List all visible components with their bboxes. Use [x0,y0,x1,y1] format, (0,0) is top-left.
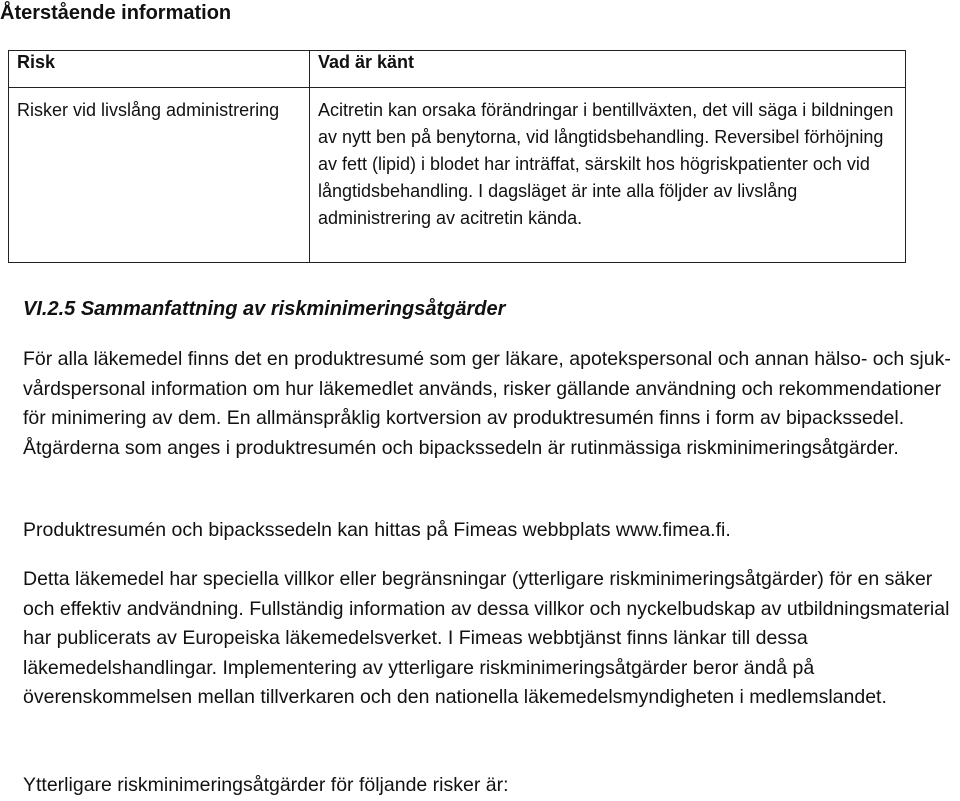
section-title: Återstående information [0,2,232,24]
known-cell: Acitretin kan orsaka förändringar i bentillväxten, det vill säga i bildningen av nytt ben på benytorna, vid långtidsbehandling. Reversibel förhöjning av fett (lipid) i blodet har inträffat, särskilt hos högriskpatienter och vid långtidsbehandling. I dagsläget är inte alla följder av livslång administrering av acitretin kända. [310,88,906,263]
header-known: Vad är känt [310,51,906,88]
risk-table [8,50,906,263]
table-header-row [9,51,906,88]
paragraph-special-conditions: Detta läkemedel har speciella villkor eller begränsningar (ytterligare riskminimeringsåtgärder) för en säker och effektiv andvändning. Fullständig information av dessa villkor och nyckelbudskap av utbildningsmaterial har publicerats av Europeiska läkemedelsverket. I Fimeas webbtjänst finns länkar till dessa läkemedelshandlingar. Implementering av ytterligare riskminimeringsåtgärder beror ändå på överenskommelsen mellan tillverkaren och den nationella läkemedelsmyndigheten i medlemslandet. [23,568,950,708]
header-risk: Risk [9,51,310,88]
paragraph-fimea-website: Produktresumén och bipackssedeln kan hittas på Fimeas webbplats www.fimea.fi. [23,519,731,541]
paragraph-additional-measures: Ytterligare riskminimeringsåtgärder för följande risker är: [23,774,509,796]
risk-cell: Risker vid livslång administrering [9,88,310,263]
table-row [9,88,906,263]
paragraph-product-summary: För alla läkemedel finns det en produktresumé som ger läkare, apotekspersonal och annan hälso- och sjuk- vårdspersonal information om hur läkemedlet används, risker gällande användning och rekommendationer för minimering av dem. En allmänspråklig kortversion av produktresumén finns i form av bipackssedel. Åtgärderna som anges i produktresumén och bipackssedeln är rutinmässiga riskminimeringsåtgärder. [23,348,951,459]
subsection-title: VI.2.5 Sammanfattning av riskminimeringsåtgärder [23,298,506,320]
